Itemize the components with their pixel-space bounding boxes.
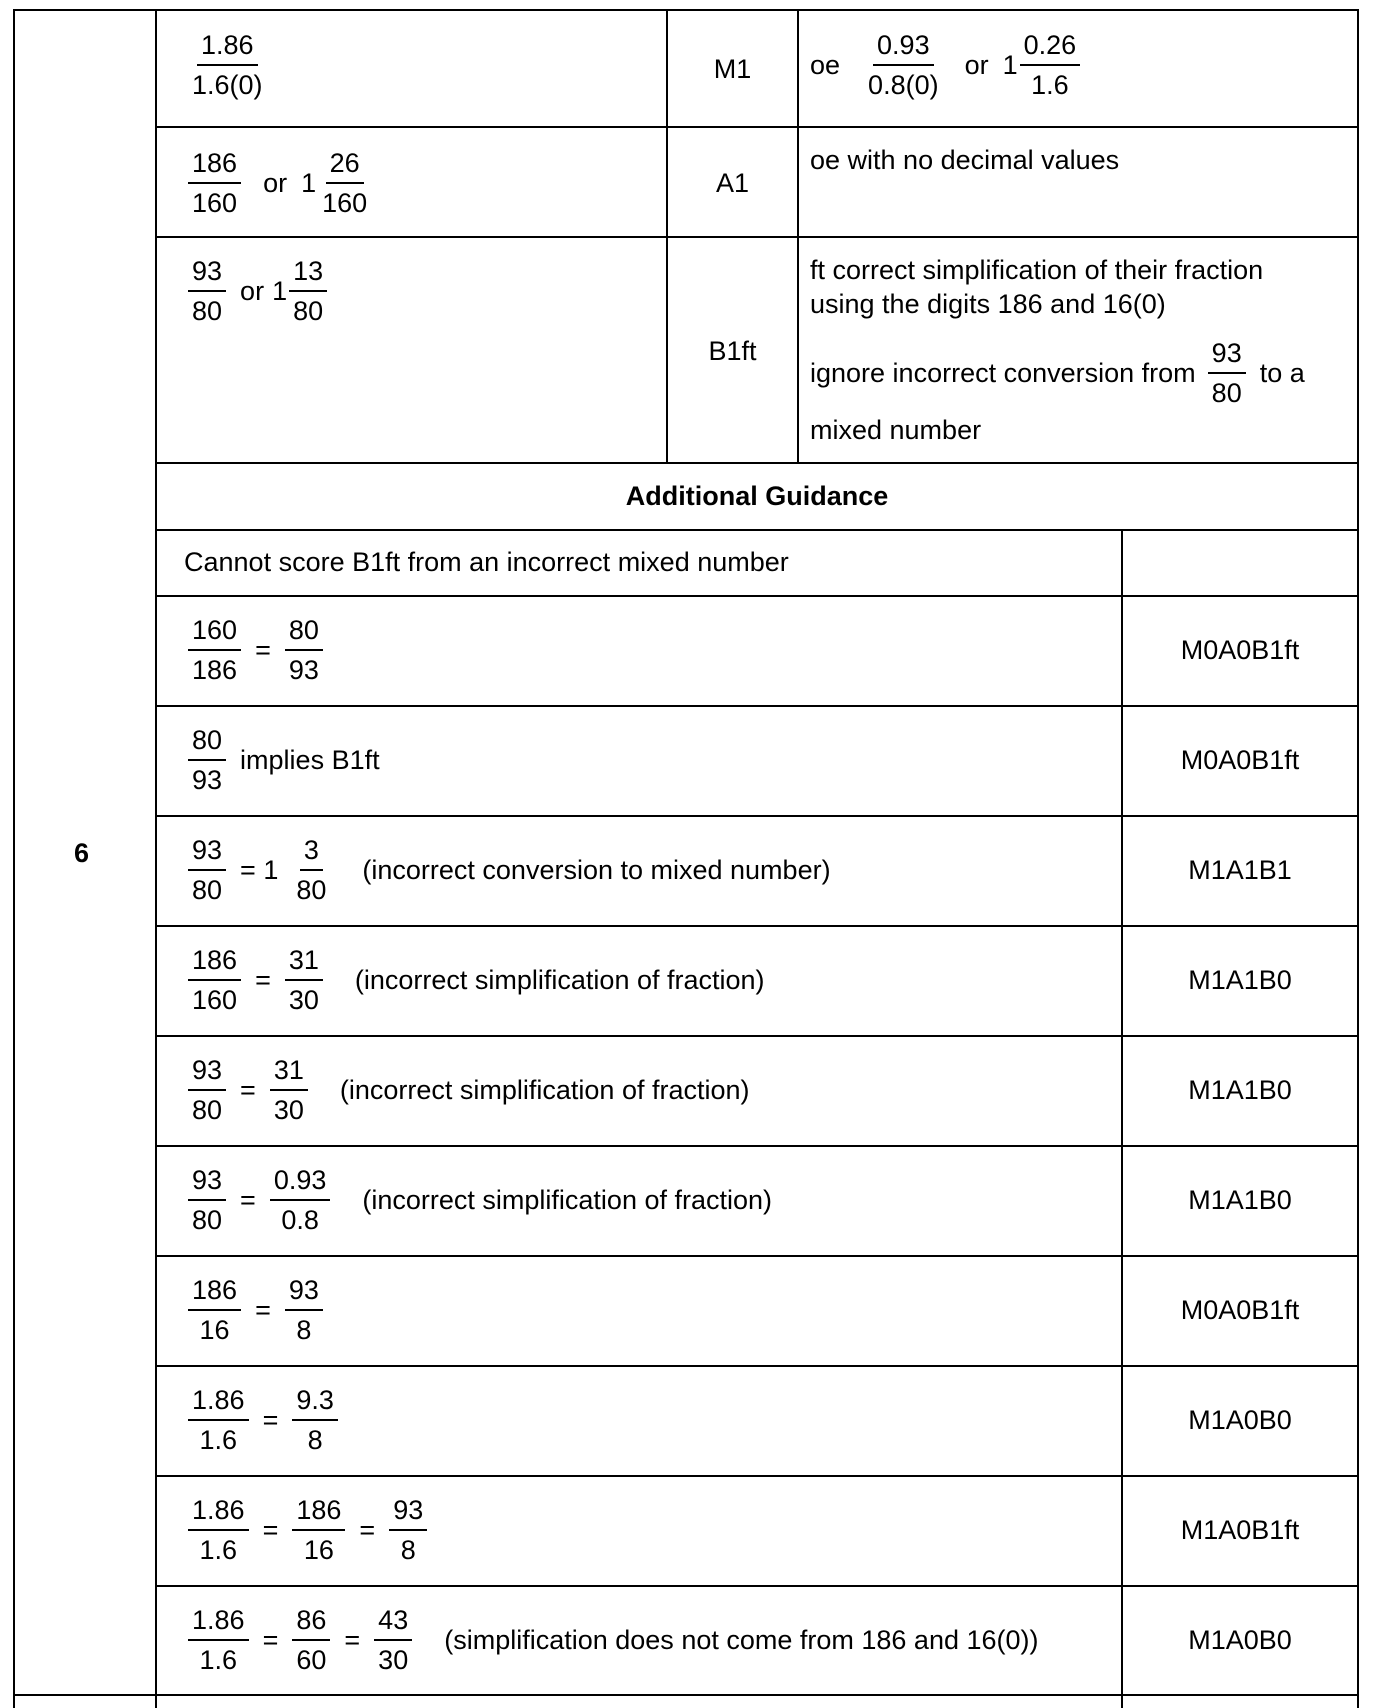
numerator: 1.86 (188, 1495, 249, 1531)
fraction: $\frac{93}{80}$ (188, 256, 226, 326)
fraction (270, 1055, 308, 1125)
equals-sign: = (255, 634, 271, 665)
denominator: 30 (273, 1095, 304, 1125)
numerator: 93 (389, 1495, 427, 1531)
fraction (188, 1605, 249, 1675)
equals-sign: = (359, 1514, 376, 1545)
guidance-working (186, 725, 380, 795)
answer-row-2: $\frac{186}{160}$ or 1 $\frac{26}{160}$ (186, 148, 373, 218)
row-divider (155, 1475, 1359, 1477)
fraction (389, 1495, 427, 1565)
guidance-note: (simplification does not come from 186 and 16(0)) (444, 1624, 1039, 1655)
fraction (292, 1385, 338, 1455)
fraction (188, 1385, 249, 1455)
row-divider (155, 236, 1359, 238)
numerator: 86 (292, 1605, 330, 1641)
fraction (188, 1275, 241, 1345)
guidance-intro: Cannot score B1ft from an incorrect mixed number (184, 547, 789, 577)
row-divider (155, 815, 1359, 817)
denominator: 93 (192, 765, 223, 795)
row-divider (155, 1255, 1359, 1257)
row-divider (155, 126, 1359, 128)
mark-row-2: A1 (715, 168, 750, 198)
numerator: 93 (285, 1275, 323, 1311)
guidance-working (186, 1605, 1039, 1675)
numerator: 93 (188, 1055, 226, 1091)
guidance-working (186, 1055, 750, 1125)
row-divider (155, 1365, 1359, 1367)
numerator: 80 (188, 725, 226, 761)
comment-row-1: oe $\frac{0.93}{0.8(0)}$ or 1 $\frac{0.26}{1.6}$ (810, 30, 1082, 100)
guidance-working (186, 835, 831, 905)
guidance-mark: M0A0B1ft (1180, 635, 1300, 665)
denominator: 30 (288, 985, 319, 1015)
denominator: 8 (307, 1425, 323, 1455)
row-divider (155, 529, 1359, 531)
denominator: 80 (192, 875, 223, 905)
numerator: 31 (270, 1055, 308, 1091)
fraction (285, 615, 323, 685)
guidance-mark: M1A1B1 (1188, 855, 1292, 885)
table-border-left (13, 10, 15, 1708)
denominator: 1.6 (199, 1425, 238, 1455)
mark-row-1: M1 (713, 54, 752, 84)
comment-row-2: oe with no decimal values (810, 145, 1120, 175)
denominator: 60 (296, 1645, 327, 1675)
row-divider (155, 595, 1359, 597)
guidance-note: (incorrect simplification of fraction) (354, 964, 765, 995)
guidance-mark: M1A0B0 (1188, 1625, 1292, 1655)
guidance-working (186, 1385, 340, 1455)
fraction (285, 1275, 323, 1345)
fraction: $\frac{93}{80}$ (1208, 338, 1246, 408)
equals-sign: = (262, 1514, 279, 1545)
numerator: 43 (374, 1605, 412, 1641)
numerator: 3 (300, 835, 323, 871)
mark-row-3: B1ft (708, 336, 757, 366)
row-divider (155, 925, 1359, 927)
comment-row-3-line-4: mixed number (810, 415, 982, 445)
denominator: 16 (199, 1315, 230, 1345)
guidance-working (186, 1495, 429, 1565)
numerator: 9.3 (292, 1385, 338, 1421)
numerator: 186 (188, 1275, 241, 1311)
fraction (270, 1165, 331, 1235)
guidance-mark: M0A0B1ft (1180, 1295, 1300, 1325)
row-divider (155, 1145, 1359, 1147)
numerator: 80 (285, 615, 323, 651)
guidance-heading: Additional Guidance (625, 481, 889, 511)
guidance-note: (incorrect conversion to mixed number) (362, 854, 831, 885)
numerator: 186 (188, 945, 241, 981)
table-border-bottom (13, 1694, 1359, 1696)
answer-row-3: $\frac{93}{80}$ or 1 $\frac{13}{80}$ (186, 256, 329, 326)
guidance-mark: M1A1B0 (1188, 1075, 1292, 1105)
fraction (292, 1495, 345, 1565)
equals-sign: = (255, 964, 271, 995)
fraction (188, 835, 226, 905)
fraction (188, 1055, 226, 1125)
equals-sign: = (262, 1404, 279, 1435)
denominator: 93 (288, 655, 319, 685)
equals-sign: = (344, 1624, 361, 1655)
fraction: $\frac{26}{160}$ (322, 148, 368, 218)
row-divider (155, 1035, 1359, 1037)
fraction (292, 1605, 330, 1675)
denominator: 1.6 (199, 1645, 238, 1675)
answer-row-1 (186, 30, 269, 100)
equals-sign: = (255, 1294, 271, 1325)
numerator: 1.86 (188, 1385, 249, 1421)
fraction (188, 1495, 249, 1565)
guidance-working (186, 615, 325, 685)
comment-row-3-line-1: ft correct simplification of their fraction (810, 255, 1264, 285)
fraction (188, 725, 226, 795)
fraction: $\frac{0.26}{1.6}$ (1020, 30, 1081, 100)
comment-row-3-line-3: ignore incorrect conversion from $\frac{93}{80}$ to a (810, 338, 1305, 408)
guidance-note: (incorrect simplification of fraction) (362, 1184, 773, 1215)
denominator: 30 (378, 1645, 409, 1675)
denominator: 0.8 (281, 1205, 319, 1235)
denominator: 8 (296, 1315, 312, 1345)
column-divider-question (155, 10, 157, 1708)
fraction (188, 945, 241, 1015)
numerator: 186 (292, 1495, 345, 1531)
fraction: $\frac{186}{160}$ (188, 148, 241, 218)
numerator: 93 (188, 835, 226, 871)
row-divider (155, 705, 1359, 707)
equals-sign: = (240, 1074, 256, 1105)
question-number: 6 (74, 838, 90, 868)
denominator: 8 (400, 1535, 416, 1565)
denominator: 80 (296, 875, 327, 905)
row-divider (155, 462, 1359, 464)
guidance-working (186, 945, 765, 1015)
numerator: 31 (285, 945, 323, 981)
comment-row-3-line-2: using the digits 186 and 16(0) (810, 289, 1166, 319)
fraction: $\frac{0.93}{0.8(0)}$ (868, 30, 939, 100)
guidance-mark: M1A0B1ft (1180, 1515, 1300, 1545)
equals-sign: = (240, 1184, 256, 1215)
table-border-top (13, 9, 1359, 11)
row-divider (155, 1585, 1359, 1587)
fraction (188, 615, 241, 685)
numerator: 93 (188, 1165, 226, 1201)
denominator: 80 (192, 1205, 223, 1235)
denominator: 80 (192, 1095, 223, 1125)
numerator: 1.86 (188, 1605, 249, 1641)
denominator: 16 (303, 1535, 334, 1565)
denominator: 186 (192, 655, 238, 685)
equals-sign: = (262, 1624, 279, 1655)
guidance-mark: M1A0B0 (1188, 1405, 1292, 1435)
guidance-note: (incorrect simplification of fraction) (339, 1074, 750, 1105)
guidance-working (186, 1165, 772, 1235)
denominator: 1.6 (199, 1535, 238, 1565)
guidance-mark: M0A0B1ft (1180, 745, 1300, 775)
fraction (188, 1165, 226, 1235)
table-border-right (1357, 10, 1359, 1708)
numerator: 0.93 (270, 1165, 331, 1201)
guidance-mark: M1A1B0 (1188, 965, 1292, 995)
guidance-working (186, 1275, 325, 1345)
fraction (285, 945, 323, 1015)
guidance-mark: M1A1B0 (1188, 1185, 1292, 1215)
numerator: 160 (188, 615, 241, 651)
guidance-note: implies B1ft (240, 744, 380, 775)
denominator: 160 (192, 985, 238, 1015)
fraction: $\frac{13}{80}$ (289, 256, 327, 326)
fraction: $\frac{1.86}{1.6(0)}$ (192, 30, 263, 100)
fraction (292, 835, 330, 905)
equals-sign: = 1 (240, 854, 279, 885)
fraction (374, 1605, 412, 1675)
